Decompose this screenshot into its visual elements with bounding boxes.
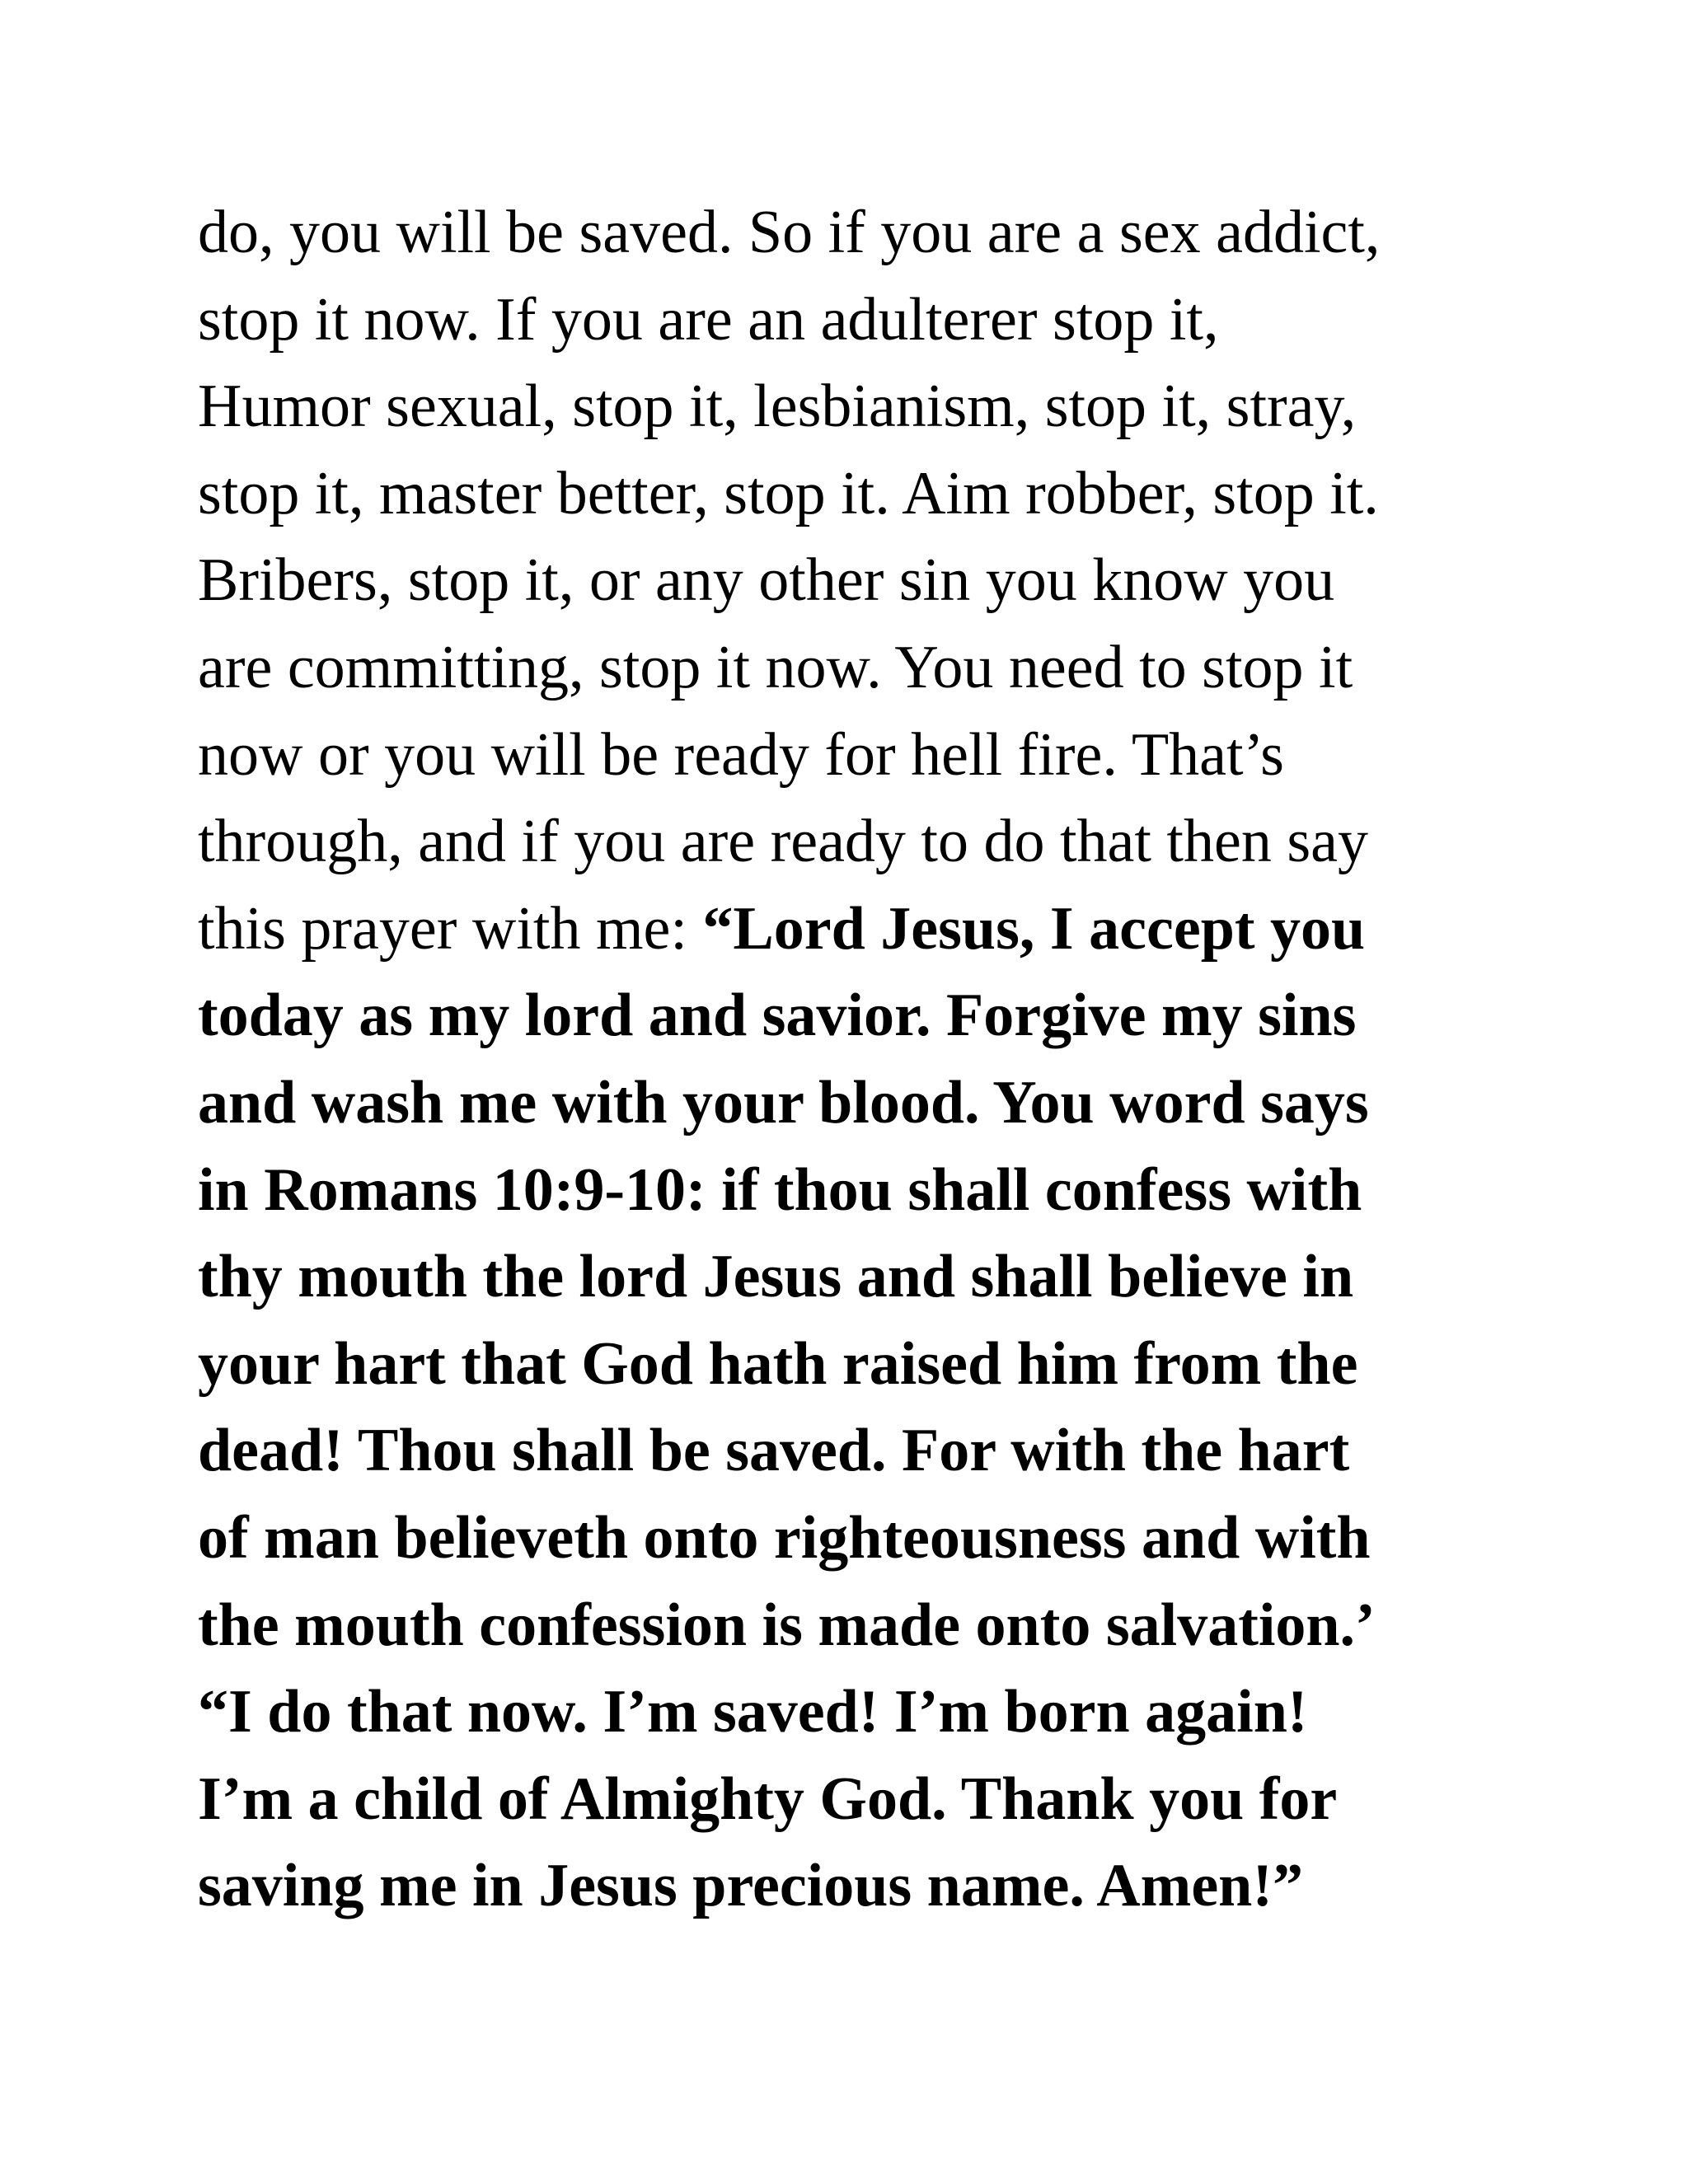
prayer-line: “I do that now. I’m saved! I’m born again! (198, 1678, 1308, 1746)
text-line: stop it now. If you are an adulterer stop it, (198, 285, 1219, 354)
prayer-line: in Romans 10:9-10: if thou shall confess with (198, 1155, 1362, 1224)
text-line: Humor sexual, stop it, lesbianism, stop it, stray, (198, 373, 1357, 441)
prayer-line: thy mouth the lord Jesus and shall believe in (198, 1243, 1354, 1311)
prayer-line: today as my lord and savior. Forgive my sins (198, 982, 1357, 1050)
prayer-line: dead! Thou shall be saved. For with the hart (198, 1417, 1350, 1485)
prayer-line: of man believeth onto righteousness and with (198, 1503, 1371, 1572)
prayer-line: I’m a child of Almighty God. Thank you for (198, 1765, 1338, 1833)
prayer-line: your hart that God hath raised him from the (198, 1329, 1358, 1398)
text-line: through, and if you are ready to do that then say (198, 808, 1368, 876)
text-line: Bribers, stop it, or any other sin you know you (198, 546, 1335, 615)
text-line: this prayer with me: “Lord Jesus, I accept you (198, 894, 1366, 963)
text-line: do, you will be saved. So if you are a sex addict, (198, 199, 1381, 266)
text-line: now or you will be ready for hell fire. That’s (198, 720, 1284, 789)
prayer-line: saving me in Jesus precious name. Amen!” (198, 1852, 1303, 1920)
prayer-line: and wash me with your blood. You word says (198, 1068, 1369, 1137)
body-text (198, 190, 1533, 1930)
text-line: stop it, master better, stop it. Aim robber, stop it. (198, 459, 1379, 527)
text-line: are committing, stop it now. You need to stop it (198, 633, 1353, 701)
prayer-line: the mouth confession is made onto salvation.’ (198, 1591, 1376, 1659)
